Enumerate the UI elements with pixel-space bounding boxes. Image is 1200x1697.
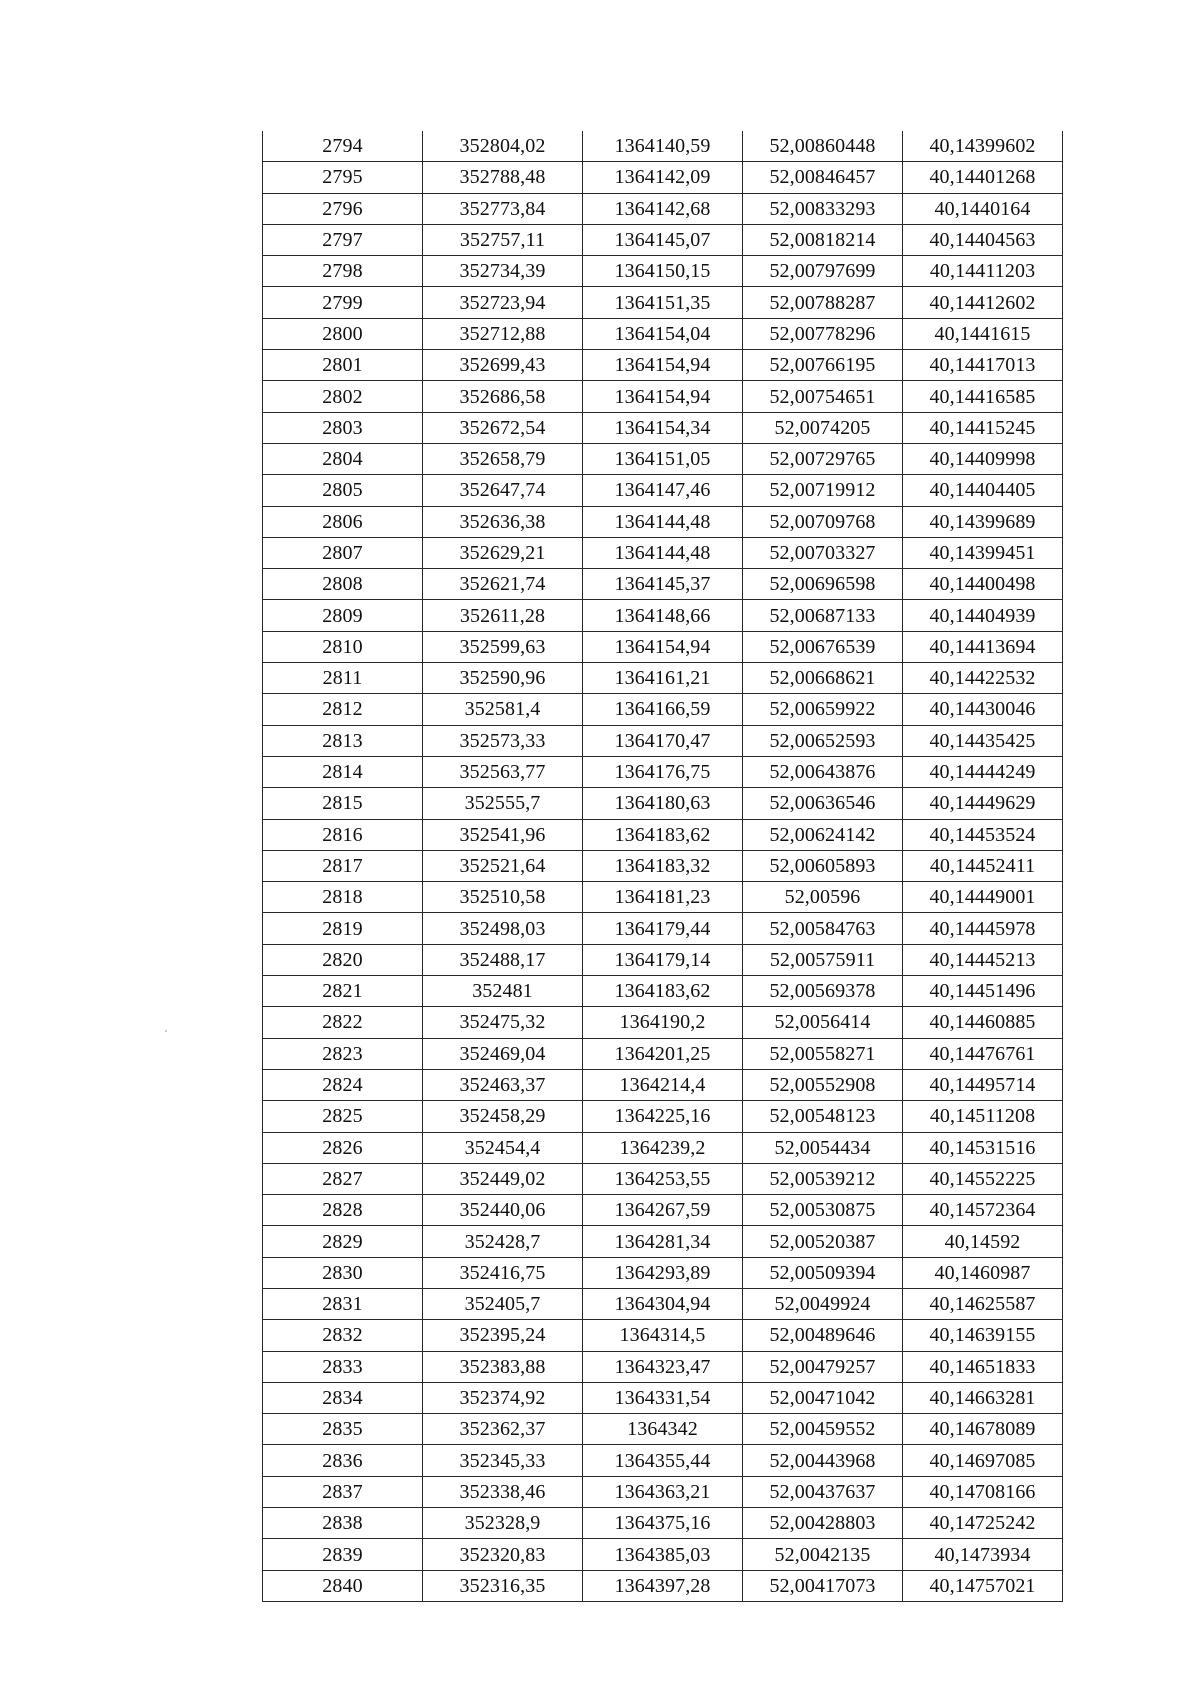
y-coordinate-cell: 1364144,48 [583,506,743,537]
y-coordinate-cell: 1364239,2 [583,1132,743,1163]
x-coordinate-cell: 352338,46 [423,1476,583,1507]
y-coordinate-cell: 1364225,16 [583,1101,743,1132]
table-row [263,819,1063,850]
point-number-cell: 2833 [263,1351,423,1382]
table-row [263,944,1063,975]
table-row [263,287,1063,318]
y-coordinate-cell: 1364142,09 [583,162,743,193]
x-coordinate-cell: 352636,38 [423,506,583,537]
table-row [263,1508,1063,1539]
table-row [263,1257,1063,1288]
latitude-cell: 52,00520387 [743,1226,903,1257]
latitude-cell: 52,00797699 [743,256,903,287]
table-row [263,569,1063,600]
longitude-cell: 40,14413694 [903,631,1063,662]
y-coordinate-cell: 1364363,21 [583,1476,743,1507]
longitude-cell: 40,14401268 [903,162,1063,193]
y-coordinate-cell: 1364201,25 [583,1038,743,1069]
x-coordinate-cell: 352395,24 [423,1320,583,1351]
latitude-cell: 52,00437637 [743,1476,903,1507]
point-number-cell: 2825 [263,1101,423,1132]
table-row [263,1288,1063,1319]
y-coordinate-cell: 1364154,94 [583,350,743,381]
latitude-cell: 52,00676539 [743,631,903,662]
point-number-cell: 2827 [263,1163,423,1194]
y-coordinate-cell: 1364154,94 [583,631,743,662]
longitude-cell: 40,14708166 [903,1476,1063,1507]
latitude-cell: 52,00605893 [743,850,903,881]
table-row [263,1320,1063,1351]
y-coordinate-cell: 1364181,23 [583,882,743,913]
y-coordinate-cell: 1364142,68 [583,193,743,224]
longitude-cell: 40,14678089 [903,1414,1063,1445]
table-row [263,1101,1063,1132]
longitude-cell: 40,14451496 [903,976,1063,1007]
y-coordinate-cell: 1364140,59 [583,131,743,162]
table-row [263,537,1063,568]
latitude-cell: 52,00643876 [743,756,903,787]
x-coordinate-cell: 352734,39 [423,256,583,287]
table-row [263,1539,1063,1570]
latitude-cell: 52,00766195 [743,350,903,381]
y-coordinate-cell: 1364150,15 [583,256,743,287]
x-coordinate-cell: 352590,96 [423,663,583,694]
x-coordinate-cell: 352757,11 [423,224,583,255]
point-number-cell: 2809 [263,600,423,631]
latitude-cell: 52,00709768 [743,506,903,537]
y-coordinate-cell: 1364267,59 [583,1195,743,1226]
x-coordinate-cell: 352541,96 [423,819,583,850]
table-row [263,1351,1063,1382]
x-coordinate-cell: 352712,88 [423,318,583,349]
longitude-cell: 40,14445978 [903,913,1063,944]
point-number-cell: 2816 [263,819,423,850]
point-number-cell: 2840 [263,1570,423,1601]
point-number-cell: 2804 [263,443,423,474]
y-coordinate-cell: 1364176,75 [583,756,743,787]
x-coordinate-cell: 352686,58 [423,381,583,412]
latitude-cell: 52,00696598 [743,569,903,600]
longitude-cell: 40,14452411 [903,850,1063,881]
point-number-cell: 2829 [263,1226,423,1257]
latitude-cell: 52,0049924 [743,1288,903,1319]
longitude-cell: 40,14400498 [903,569,1063,600]
longitude-cell: 40,14445213 [903,944,1063,975]
table-row [263,788,1063,819]
y-coordinate-cell: 1364281,34 [583,1226,743,1257]
table-row [263,381,1063,412]
point-number-cell: 2800 [263,318,423,349]
table-row [263,1382,1063,1413]
longitude-cell: 40,14417013 [903,350,1063,381]
latitude-cell: 52,0074205 [743,412,903,443]
longitude-cell: 40,14422532 [903,663,1063,694]
point-number-cell: 2838 [263,1508,423,1539]
longitude-cell: 40,14725242 [903,1508,1063,1539]
y-coordinate-cell: 1364179,44 [583,913,743,944]
x-coordinate-cell: 352458,29 [423,1101,583,1132]
x-coordinate-cell: 352629,21 [423,537,583,568]
x-coordinate-cell: 352362,37 [423,1414,583,1445]
y-coordinate-cell: 1364304,94 [583,1288,743,1319]
table-row [263,1195,1063,1226]
x-coordinate-cell: 352328,9 [423,1508,583,1539]
x-coordinate-cell: 352374,92 [423,1382,583,1413]
y-coordinate-cell: 1364154,04 [583,318,743,349]
longitude-cell: 40,1441615 [903,318,1063,349]
x-coordinate-cell: 352723,94 [423,287,583,318]
point-number-cell: 2821 [263,976,423,1007]
longitude-cell: 40,14639155 [903,1320,1063,1351]
longitude-cell: 40,14435425 [903,725,1063,756]
table-row [263,1414,1063,1445]
longitude-cell: 40,14399602 [903,131,1063,162]
point-number-cell: 2801 [263,350,423,381]
latitude-cell: 52,00754651 [743,381,903,412]
y-coordinate-cell: 1364397,28 [583,1570,743,1601]
longitude-cell: 40,14409998 [903,443,1063,474]
point-number-cell: 2811 [263,663,423,694]
x-coordinate-cell: 352573,33 [423,725,583,756]
longitude-cell: 40,14757021 [903,1570,1063,1601]
latitude-cell: 52,00624142 [743,819,903,850]
y-coordinate-cell: 1364147,46 [583,475,743,506]
table-row [263,1163,1063,1194]
point-number-cell: 2812 [263,694,423,725]
table-row [263,256,1063,287]
table-row [263,850,1063,881]
table-row [263,756,1063,787]
x-coordinate-cell: 352475,32 [423,1007,583,1038]
x-coordinate-cell: 352510,58 [423,882,583,913]
table-row [263,663,1063,694]
y-coordinate-cell: 1364355,44 [583,1445,743,1476]
y-coordinate-cell: 1364342 [583,1414,743,1445]
table-row [263,976,1063,1007]
point-number-cell: 2831 [263,1288,423,1319]
longitude-cell: 40,1473934 [903,1539,1063,1570]
x-coordinate-cell: 352621,74 [423,569,583,600]
longitude-cell: 40,14552225 [903,1163,1063,1194]
latitude-cell: 52,00459552 [743,1414,903,1445]
latitude-cell: 52,00788287 [743,287,903,318]
y-coordinate-cell: 1364214,4 [583,1069,743,1100]
point-number-cell: 2797 [263,224,423,255]
y-coordinate-cell: 1364183,62 [583,976,743,1007]
point-number-cell: 2834 [263,1382,423,1413]
latitude-cell: 52,00548123 [743,1101,903,1132]
latitude-cell: 52,00652593 [743,725,903,756]
x-coordinate-cell: 352773,84 [423,193,583,224]
point-number-cell: 2835 [263,1414,423,1445]
latitude-cell: 52,0054434 [743,1132,903,1163]
x-coordinate-cell: 352469,04 [423,1038,583,1069]
point-number-cell: 2832 [263,1320,423,1351]
y-coordinate-cell: 1364253,55 [583,1163,743,1194]
latitude-cell: 52,00575911 [743,944,903,975]
point-number-cell: 2813 [263,725,423,756]
table-row [263,600,1063,631]
table-row [263,224,1063,255]
y-coordinate-cell: 1364151,05 [583,443,743,474]
table-row [263,1476,1063,1507]
x-coordinate-cell: 352449,02 [423,1163,583,1194]
longitude-cell: 40,14444249 [903,756,1063,787]
x-coordinate-cell: 352555,7 [423,788,583,819]
longitude-cell: 40,14399689 [903,506,1063,537]
x-coordinate-cell: 352699,43 [423,350,583,381]
point-number-cell: 2822 [263,1007,423,1038]
table-row [263,882,1063,913]
point-number-cell: 2807 [263,537,423,568]
table-row [263,1132,1063,1163]
longitude-cell: 40,14651833 [903,1351,1063,1382]
x-coordinate-cell: 352581,4 [423,694,583,725]
y-coordinate-cell: 1364170,47 [583,725,743,756]
latitude-cell: 52,00428803 [743,1508,903,1539]
table-row [263,725,1063,756]
x-coordinate-cell: 352672,54 [423,412,583,443]
longitude-cell: 40,14495714 [903,1069,1063,1100]
point-number-cell: 2795 [263,162,423,193]
point-number-cell: 2802 [263,381,423,412]
latitude-cell: 52,00443968 [743,1445,903,1476]
point-number-cell: 2824 [263,1069,423,1100]
longitude-cell: 40,14411203 [903,256,1063,287]
x-coordinate-cell: 352345,33 [423,1445,583,1476]
table-row [263,131,1063,162]
latitude-cell: 52,00687133 [743,600,903,631]
longitude-cell: 40,14449629 [903,788,1063,819]
point-number-cell: 2806 [263,506,423,537]
point-number-cell: 2814 [263,756,423,787]
x-coordinate-cell: 352316,35 [423,1570,583,1601]
latitude-cell: 52,00509394 [743,1257,903,1288]
point-number-cell: 2828 [263,1195,423,1226]
y-coordinate-cell: 1364154,94 [583,381,743,412]
longitude-cell: 40,1460987 [903,1257,1063,1288]
y-coordinate-cell: 1364183,32 [583,850,743,881]
y-coordinate-cell: 1364331,54 [583,1382,743,1413]
longitude-cell: 40,14430046 [903,694,1063,725]
scan-speck [165,1030,167,1032]
y-coordinate-cell: 1364293,89 [583,1257,743,1288]
coordinates-table-body [263,131,1063,1601]
longitude-cell: 40,14697085 [903,1445,1063,1476]
x-coordinate-cell: 352405,7 [423,1288,583,1319]
x-coordinate-cell: 352658,79 [423,443,583,474]
table-row [263,1445,1063,1476]
latitude-cell: 52,00417073 [743,1570,903,1601]
longitude-cell: 40,14531516 [903,1132,1063,1163]
longitude-cell: 40,14404405 [903,475,1063,506]
table-row [263,1038,1063,1069]
latitude-cell: 52,0056414 [743,1007,903,1038]
y-coordinate-cell: 1364145,07 [583,224,743,255]
latitude-cell: 52,00703327 [743,537,903,568]
latitude-cell: 52,00596 [743,882,903,913]
table-row [263,475,1063,506]
longitude-cell: 40,1440164 [903,193,1063,224]
x-coordinate-cell: 352383,88 [423,1351,583,1382]
y-coordinate-cell: 1364166,59 [583,694,743,725]
longitude-cell: 40,14415245 [903,412,1063,443]
latitude-cell: 52,00668621 [743,663,903,694]
point-number-cell: 2820 [263,944,423,975]
x-coordinate-cell: 352320,83 [423,1539,583,1570]
x-coordinate-cell: 352488,17 [423,944,583,975]
table-row [263,1570,1063,1601]
x-coordinate-cell: 352428,7 [423,1226,583,1257]
latitude-cell: 52,00659922 [743,694,903,725]
latitude-cell: 52,00719912 [743,475,903,506]
point-number-cell: 2810 [263,631,423,662]
longitude-cell: 40,14404563 [903,224,1063,255]
longitude-cell: 40,14592 [903,1226,1063,1257]
table-row [263,350,1063,381]
x-coordinate-cell: 352454,4 [423,1132,583,1163]
y-coordinate-cell: 1364375,16 [583,1508,743,1539]
y-coordinate-cell: 1364179,14 [583,944,743,975]
point-number-cell: 2798 [263,256,423,287]
longitude-cell: 40,14625587 [903,1288,1063,1319]
y-coordinate-cell: 1364148,66 [583,600,743,631]
y-coordinate-cell: 1364154,34 [583,412,743,443]
point-number-cell: 2799 [263,287,423,318]
x-coordinate-cell: 352521,64 [423,850,583,881]
y-coordinate-cell: 1364151,35 [583,287,743,318]
table-row [263,506,1063,537]
longitude-cell: 40,14412602 [903,287,1063,318]
y-coordinate-cell: 1364144,48 [583,537,743,568]
coordinates-table [262,131,1063,1602]
point-number-cell: 2837 [263,1476,423,1507]
point-number-cell: 2830 [263,1257,423,1288]
y-coordinate-cell: 1364323,47 [583,1351,743,1382]
latitude-cell: 52,00489646 [743,1320,903,1351]
longitude-cell: 40,14476761 [903,1038,1063,1069]
y-coordinate-cell: 1364145,37 [583,569,743,600]
latitude-cell: 52,00846457 [743,162,903,193]
longitude-cell: 40,14460885 [903,1007,1063,1038]
latitude-cell: 52,00860448 [743,131,903,162]
x-coordinate-cell: 352788,48 [423,162,583,193]
table-row [263,913,1063,944]
longitude-cell: 40,14449001 [903,882,1063,913]
point-number-cell: 2836 [263,1445,423,1476]
latitude-cell: 52,00818214 [743,224,903,255]
y-coordinate-cell: 1364183,62 [583,819,743,850]
longitude-cell: 40,14453524 [903,819,1063,850]
y-coordinate-cell: 1364161,21 [583,663,743,694]
table-row [263,631,1063,662]
longitude-cell: 40,14663281 [903,1382,1063,1413]
latitude-cell: 52,00833293 [743,193,903,224]
point-number-cell: 2839 [263,1539,423,1570]
table-row [263,318,1063,349]
point-number-cell: 2818 [263,882,423,913]
x-coordinate-cell: 352463,37 [423,1069,583,1100]
longitude-cell: 40,14399451 [903,537,1063,568]
point-number-cell: 2817 [263,850,423,881]
x-coordinate-cell: 352611,28 [423,600,583,631]
point-number-cell: 2805 [263,475,423,506]
table-row [263,1069,1063,1100]
latitude-cell: 52,0042135 [743,1539,903,1570]
latitude-cell: 52,00584763 [743,913,903,944]
latitude-cell: 52,00729765 [743,443,903,474]
x-coordinate-cell: 352416,75 [423,1257,583,1288]
x-coordinate-cell: 352804,02 [423,131,583,162]
latitude-cell: 52,00539212 [743,1163,903,1194]
x-coordinate-cell: 352599,63 [423,631,583,662]
point-number-cell: 2823 [263,1038,423,1069]
point-number-cell: 2815 [263,788,423,819]
latitude-cell: 52,00471042 [743,1382,903,1413]
table-row [263,412,1063,443]
x-coordinate-cell: 352563,77 [423,756,583,787]
latitude-cell: 52,00558271 [743,1038,903,1069]
point-number-cell: 2796 [263,193,423,224]
point-number-cell: 2803 [263,412,423,443]
y-coordinate-cell: 1364190,2 [583,1007,743,1038]
latitude-cell: 52,00530875 [743,1195,903,1226]
table-row [263,694,1063,725]
longitude-cell: 40,14404939 [903,600,1063,631]
table-row [263,162,1063,193]
y-coordinate-cell: 1364180,63 [583,788,743,819]
x-coordinate-cell: 352498,03 [423,913,583,944]
x-coordinate-cell: 352440,06 [423,1195,583,1226]
latitude-cell: 52,00552908 [743,1069,903,1100]
latitude-cell: 52,00479257 [743,1351,903,1382]
point-number-cell: 2794 [263,131,423,162]
table-row [263,443,1063,474]
y-coordinate-cell: 1364314,5 [583,1320,743,1351]
table-row [263,193,1063,224]
latitude-cell: 52,00569378 [743,976,903,1007]
latitude-cell: 52,00778296 [743,318,903,349]
x-coordinate-cell: 352481 [423,976,583,1007]
point-number-cell: 2819 [263,913,423,944]
table-row [263,1226,1063,1257]
point-number-cell: 2808 [263,569,423,600]
x-coordinate-cell: 352647,74 [423,475,583,506]
point-number-cell: 2826 [263,1132,423,1163]
longitude-cell: 40,14572364 [903,1195,1063,1226]
latitude-cell: 52,00636546 [743,788,903,819]
longitude-cell: 40,14511208 [903,1101,1063,1132]
longitude-cell: 40,14416585 [903,381,1063,412]
table-row [263,1007,1063,1038]
y-coordinate-cell: 1364385,03 [583,1539,743,1570]
